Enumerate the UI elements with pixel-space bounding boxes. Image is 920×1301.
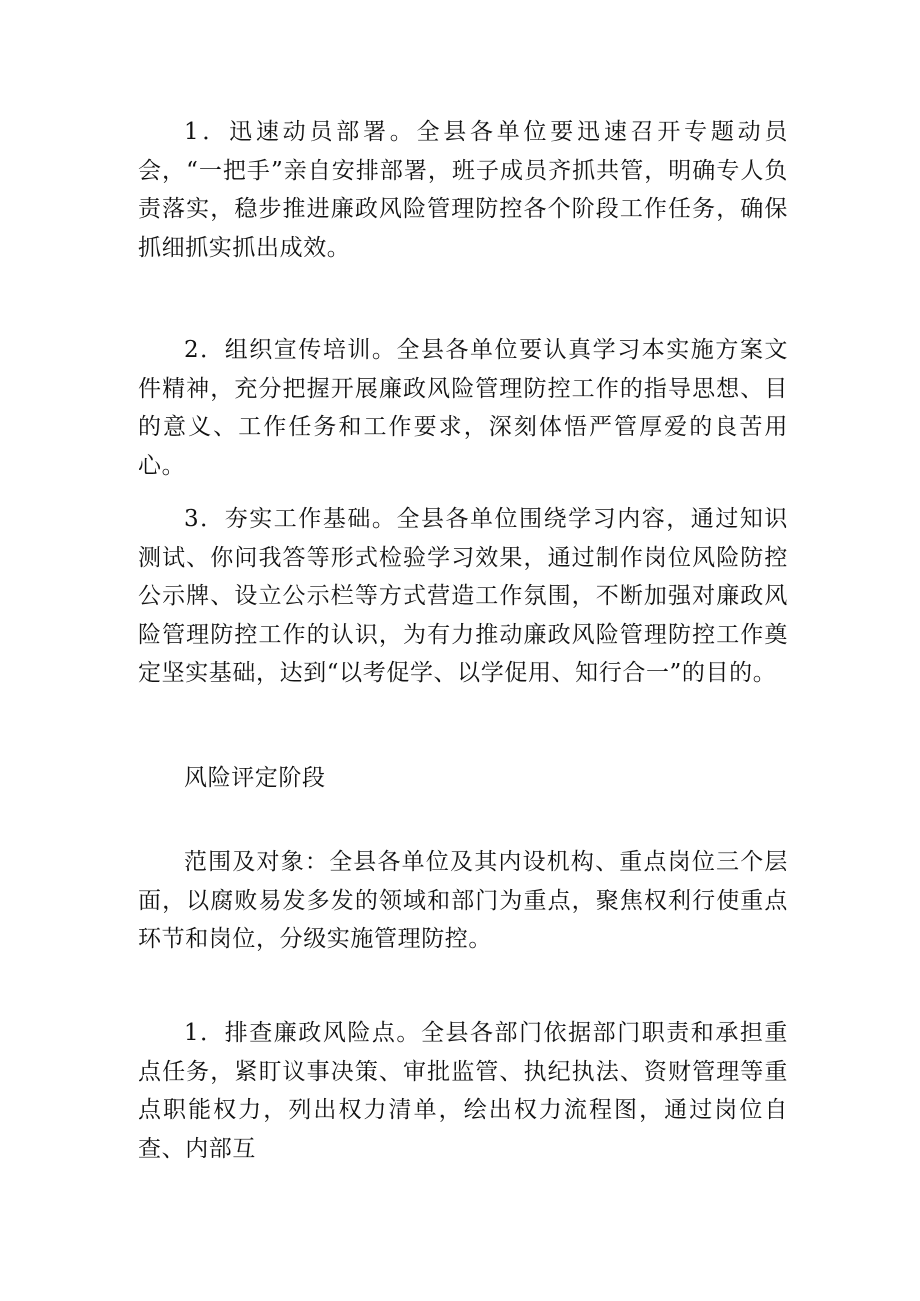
paragraph-mobilization: 1．迅速动员部署。全县各单位要迅速召开专题动员会，“一把手”亲自安排部署，班子成员齐抓共管，明确专人负责落实，稳步推进廉政风险管理防控各个阶段工作任务，确保抓细抓实抓出成效。: [138, 119, 788, 261]
paragraph-foundation: 3．夯实工作基础。全县各单位围绕学习内容，通过知识测试、你问我答等形式检验学习效果，通过制作岗位风险防控公示牌、设立公示栏等方式营造工作氛围，不断加强对廉政风险管理防控工作的认识，为有力推动廉政风险管理防控工作奠定坚实基础，达到“以考促学、以学促用、知行合一”的目的。: [138, 506, 788, 686]
paragraph-scope: 范围及对象：全县各单位及其内设机构、重点岗位三个层面，以腐败易发多发的领域和部门为重点，聚焦权利行使重点环节和岗位，分级实施管理防控。: [138, 849, 788, 952]
paragraph-risk-points: 1．排查廉政风险点。全县各部门依据部门职责和承担重点任务，紧盯议事决策、审批监管、执纪执法、资财管理等重点职能权力，列出权力清单，绘出权力流程图，通过岗位自查、内部互: [138, 1020, 788, 1162]
section-heading-risk-assessment: 风险评定阶段: [184, 765, 326, 791]
paragraph-training: 2．组织宣传培训。全县各单位要认真学习本实施方案文件精神，充分把握开展廉政风险管理防控工作的指导思想、目的意义、工作任务和工作要求，深刻体悟严管厚爱的良苦用心。: [138, 337, 788, 479]
